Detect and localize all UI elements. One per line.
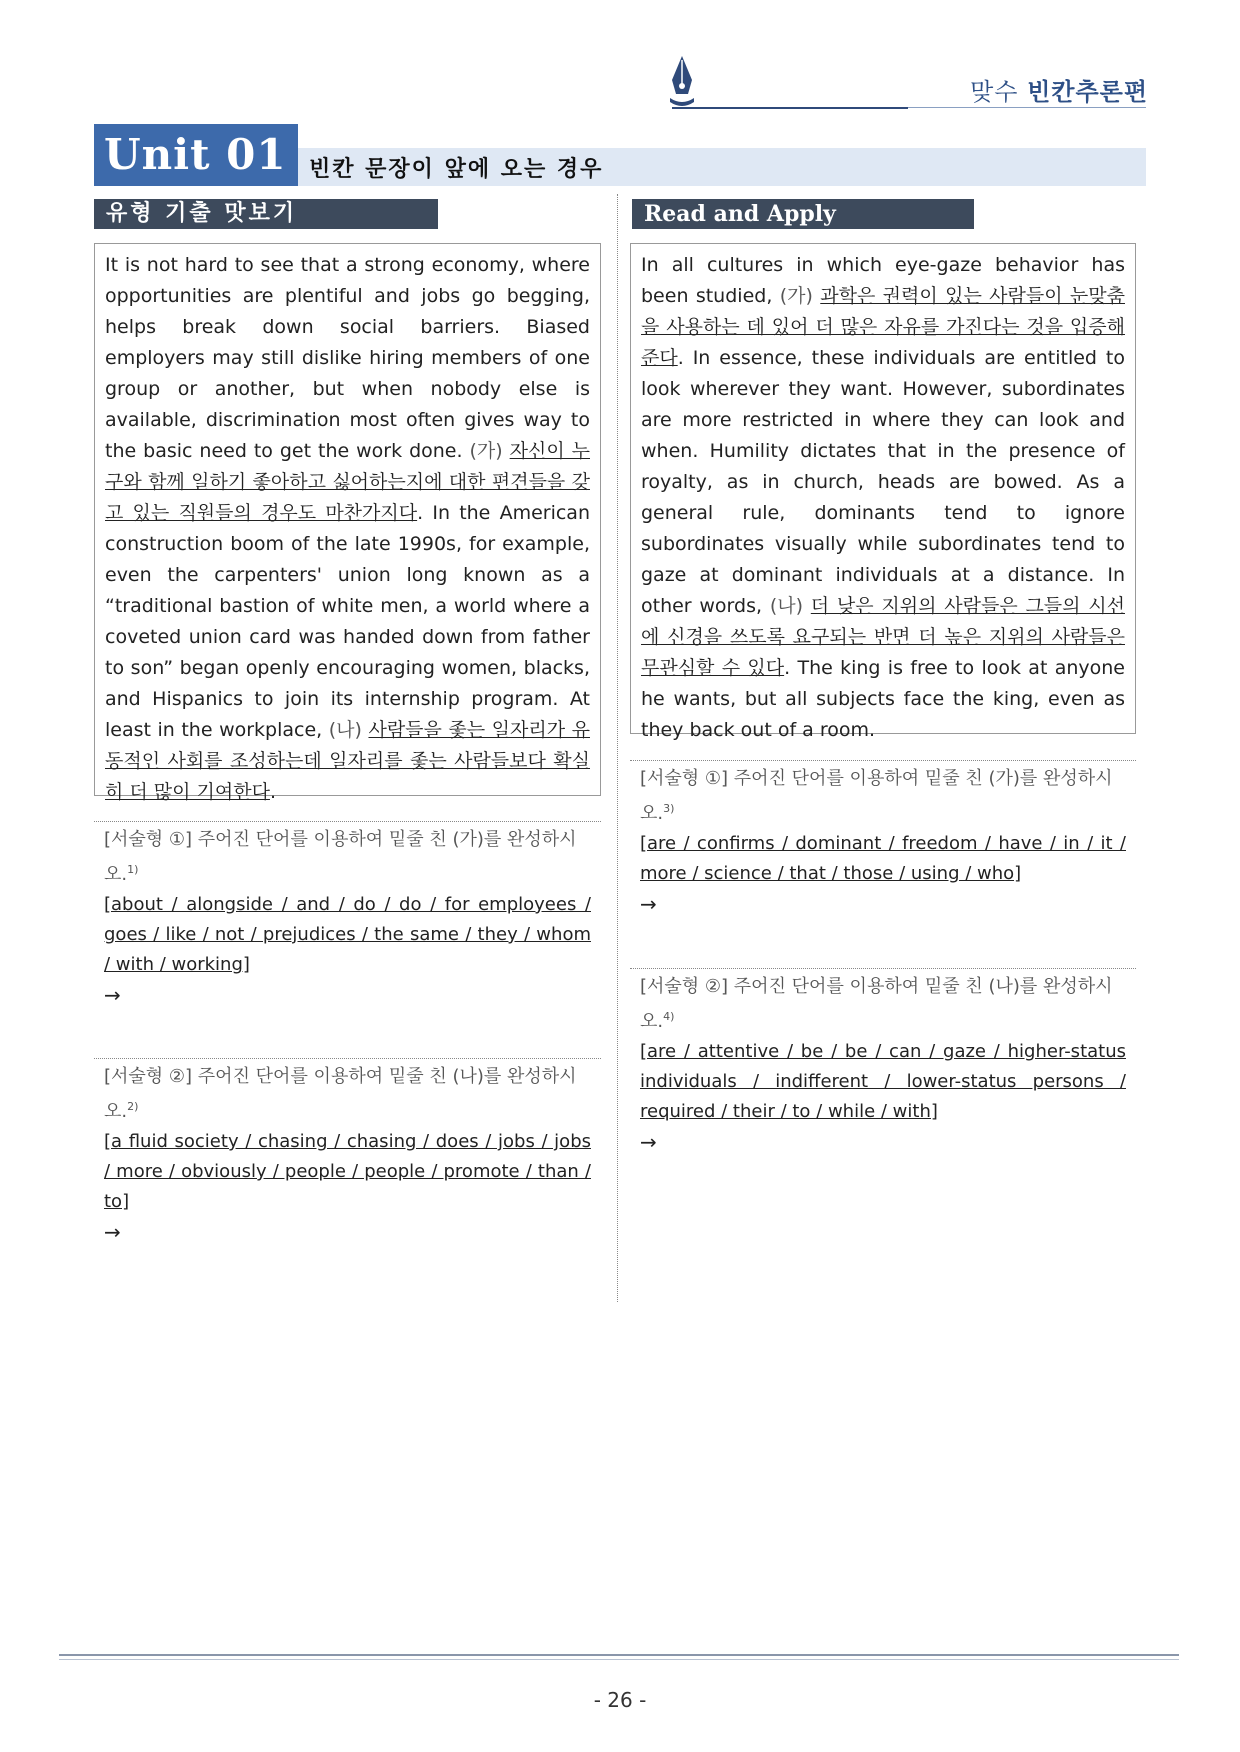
question-prompt — [104, 825, 591, 890]
passage-text: It is not hard to see that a strong economy, where opportunities are plentiful and jobs go begging, helps break down social barriers. Biased employers may still dislike hiring members of one group or another, but when nobody else is available, discrimination most often gives way to the basic need to get the work done. — [105, 254, 590, 462]
passage-text: . The king is free to look at anyone he wants, but all subjects face the king, even as they back out of a room. — [641, 657, 1125, 741]
word-bank-text: [a fluid society / chasing / chasing / does / jobs / jobs / more / obviously / people / people / promote / than / to] — [104, 1131, 591, 1212]
footnote-marker: 2) — [127, 1100, 139, 1113]
page-number: - 26 - — [593, 1688, 647, 1712]
question-right-1 — [640, 764, 1126, 919]
question-prompt-text: [서술형 ②] 주어진 단어를 이용하여 밑줄 친 (나)를 완성하시오. — [104, 1066, 577, 1122]
question-prompt — [104, 1062, 591, 1127]
question-separator — [94, 1058, 601, 1059]
footer-rule-thick — [59, 1654, 1179, 1656]
footnote-marker: 4) — [663, 1010, 675, 1023]
question-prompt — [640, 764, 1126, 829]
question-prompt — [640, 972, 1126, 1037]
underlined-sentence-ga: 과학은 권력이 있는 사람들이 눈맞춤을 사용하는 데 있어 더 많은 자유를 가진다는 것을 입증해준다 — [641, 285, 1125, 369]
passage-text: In all cultures in which eye-gaze behavior has been studied, — [641, 254, 1125, 307]
word-bank-text: [about / alongside / and / do / do / for employees / goes / like / not / prejudices / the same / they / whom / with / working] — [104, 894, 591, 975]
question-separator — [630, 968, 1136, 969]
answer-arrow[interactable]: → — [640, 1130, 657, 1154]
underlined-sentence-ga: 자신이 누구와 함께 일하기 좋아하고 싫어하는지에 대한 편견들을 갖고 있는 직원들의 경우도 마찬가지다 — [105, 440, 590, 524]
passage-right — [630, 243, 1136, 741]
passage-text: . In essence, these individuals are entitled to look wherever they want. However, subordinates are more restricted in where they can look and when. Humility dictates that in the presence of royalty, as in church, heads are bowed. As a general rule, dominants tend to ignore subordinates visually while subordinates tend to gaze at dominant individuals at a distance. In other words, — [641, 347, 1125, 617]
word-bank — [104, 890, 591, 980]
header-rule-light — [908, 107, 1146, 108]
series-prefix: 맞수 — [970, 78, 1028, 106]
answer-arrow[interactable]: → — [640, 892, 657, 916]
word-bank — [640, 1037, 1126, 1127]
blank-marker-na: (나) — [328, 719, 369, 741]
series-title — [970, 72, 1148, 107]
section-title-read-apply: Read and Apply — [632, 199, 974, 229]
series-name: 빈칸추론편 — [1027, 78, 1148, 106]
footer-rule-thin — [59, 1659, 1179, 1660]
passage-text: . — [269, 781, 276, 803]
blank-marker-na: (나) — [769, 595, 811, 617]
passage-text: . In the American construction boom of the late 1990s, for example, even the carpenters' union long known as a “traditional bastion of white men, a world where a coveted union card was handed down from father to son” began openly encouraging women, blacks, and Hispanics to join its internship program. At least in the workplace, — [105, 502, 590, 741]
question-right-2 — [640, 972, 1126, 1157]
unit-subtitle: 빈칸 문장이 앞에 오는 경우 — [309, 157, 604, 182]
question-left-1 — [104, 825, 591, 1010]
unit-label: Unit 01 — [94, 124, 298, 186]
answer-arrow[interactable]: → — [104, 1220, 121, 1244]
section-title-past-exam: 유형 기출 맛보기 — [94, 199, 438, 229]
question-separator — [94, 821, 601, 822]
header-rule-dark — [672, 107, 908, 109]
word-bank-text: [are / confirms / dominant / freedom / have / in / it / more / science / that / those / using / who] — [640, 833, 1126, 884]
word-bank — [104, 1127, 591, 1217]
question-left-2 — [104, 1062, 591, 1247]
question-prompt-text: [서술형 ①] 주어진 단어를 이용하여 밑줄 친 (가)를 완성하시오. — [640, 768, 1113, 824]
footnote-marker: 1) — [127, 863, 139, 876]
passage-left — [94, 243, 601, 803]
question-separator — [630, 760, 1136, 761]
fountain-pen-icon — [664, 54, 700, 106]
underlined-sentence-na: 사람들을 좇는 일자리가 유동적인 사회를 조성하는데 일자리를 좇는 사람들보다 확실히 더 많이 기여한다 — [105, 719, 590, 803]
answer-arrow[interactable]: → — [104, 983, 121, 1007]
underlined-sentence-na: 더 낮은 지위의 사람들은 그들의 시선에 신경을 쓰도록 요구되는 반면 더 높은 지위의 사람들은 무관심할 수 있다 — [641, 595, 1125, 679]
footnote-marker: 3) — [663, 802, 675, 815]
question-prompt-text: [서술형 ①] 주어진 단어를 이용하여 밑줄 친 (가)를 완성하시오. — [104, 829, 577, 885]
question-prompt-text: [서술형 ②] 주어진 단어를 이용하여 밑줄 친 (나)를 완성하시오. — [640, 976, 1113, 1032]
blank-marker-ga: (가) — [469, 440, 510, 462]
blank-marker-ga: (가) — [779, 285, 821, 307]
word-bank — [640, 829, 1126, 889]
word-bank-text: [are / attentive / be / be / can / gaze / higher-status individuals / indifferent / lower-status persons / required / their / to / while / with] — [640, 1041, 1126, 1122]
column-divider — [617, 194, 618, 1302]
